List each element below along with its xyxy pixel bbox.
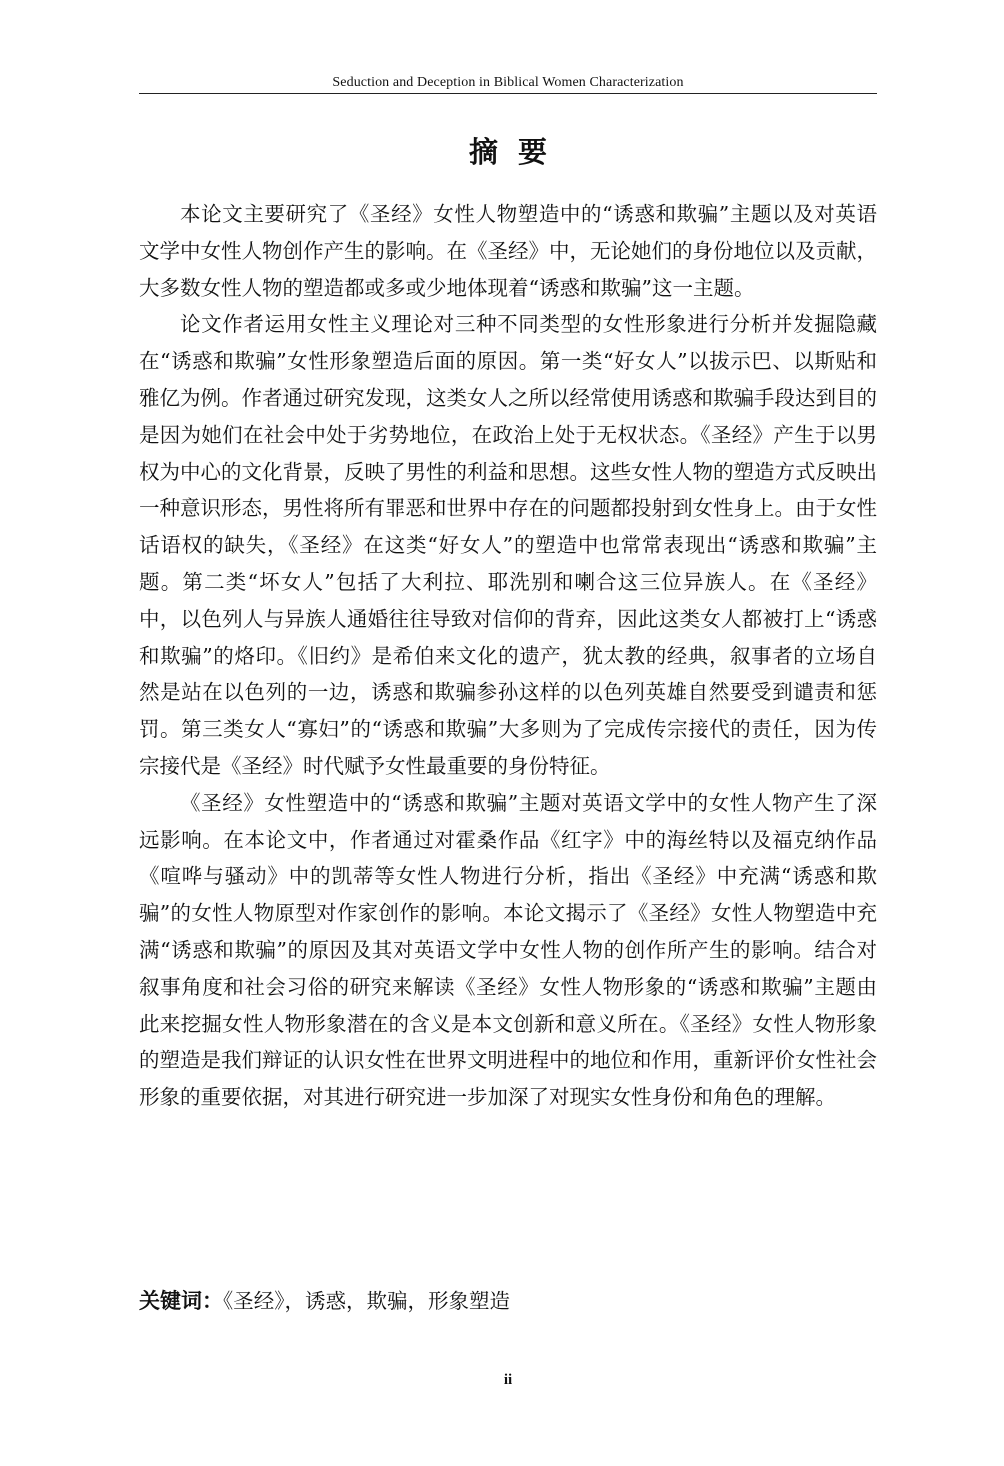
- keywords-list: 《圣经》，诱惑，欺骗，形象塑造: [223, 1289, 510, 1313]
- abstract-paragraph-2: 论文作者运用女性主义理论对三种不同类型的女性形象进行分析并发掘隐藏在“诱惑和欺骗”女性形象塑造后面的原因。第一类“好女人”以拔示巴、以斯贴和雅亿为例。作者通过研究发现，这类女人之所以经常使用诱惑和欺骗手段达到目的是因为她们在社会中处于劣势地位，在政治上处于无权状态。《圣经》产生于以男权为中心的文化背景，反映了男性的利益和思想。这些女性人物的塑造方式反映出一种意识形态，男性将所有罪恶和世界中存在的问题都投射到女性身上。由于女性话语权的缺失，《圣经》在这类“好女人”的塑造中也常常表现出“诱惑和欺骗”主题。第二类“坏女人”包括了大利拉、耶洗别和喇合这三位异族人。在《圣经》中，以色列人与异族人通婚往往导致对信仰的背弃，因此这类女人都被打上“诱惑和欺骗”的烙印。《旧约》是希伯来文化的遗产，犹太教的经典，叙事者的立场自然是站在以色列的一边，诱惑和欺骗参孙这样的以色列英雄自然要受到谴责和惩罚。第三类女人“寡妇”的“诱惑和欺骗”大多则为了完成传宗接代的责任，因为传宗接代是《圣经》时代赋予女性最重要的身份特征。: [139, 312, 877, 778]
- abstract-paragraph-1: 本论文主要研究了《圣经》女性人物塑造中的“诱惑和欺骗”主题以及对英语文学中女性人物创作产生的影响。在《圣经》中，无论她们的身份地位以及贡献，大多数女性人物的塑造都或多或少地体现着“诱惑和欺骗”这一主题。: [139, 202, 877, 300]
- running-header: Seduction and Deception in Biblical Women Characterization: [332, 75, 684, 90]
- abstract-body: [139, 196, 877, 1116]
- page-number: ii: [503, 1372, 513, 1388]
- keywords-line: [139, 1283, 877, 1319]
- abstract-title: 摘要: [468, 135, 567, 169]
- keywords-label: 关键词：: [139, 1288, 223, 1313]
- abstract-paragraph-3: 《圣经》女性塑造中的“诱惑和欺骗”主题对英语文学中的女性人物产生了深远影响。在本论文中，作者通过对霍桑作品《红字》中的海丝特以及福克纳作品《喧哗与骚动》中的凯蒂等女性人物进行分析，指出《圣经》中充满“诱惑和欺骗”的女性人物原型对作家创作的影响。本论文揭示了《圣经》女性人物塑造中充满“诱惑和欺骗”的原因及其对英语文学中女性人物的创作所产生的影响。结合对叙事角度和社会习俗的研究来解读《圣经》女性人物形象的“诱惑和欺骗”主题由此来挖掘女性人物形象潜在的含义是本文创新和意义所在。《圣经》女性人物形象的塑造是我们辩证的认识女性在世界文明进程中的地位和作用，重新评价女性社会形象的重要依据，对其进行研究进一步加深了对现实女性身份和角色的理解。: [139, 790, 877, 1110]
- header-divider: [139, 93, 877, 94]
